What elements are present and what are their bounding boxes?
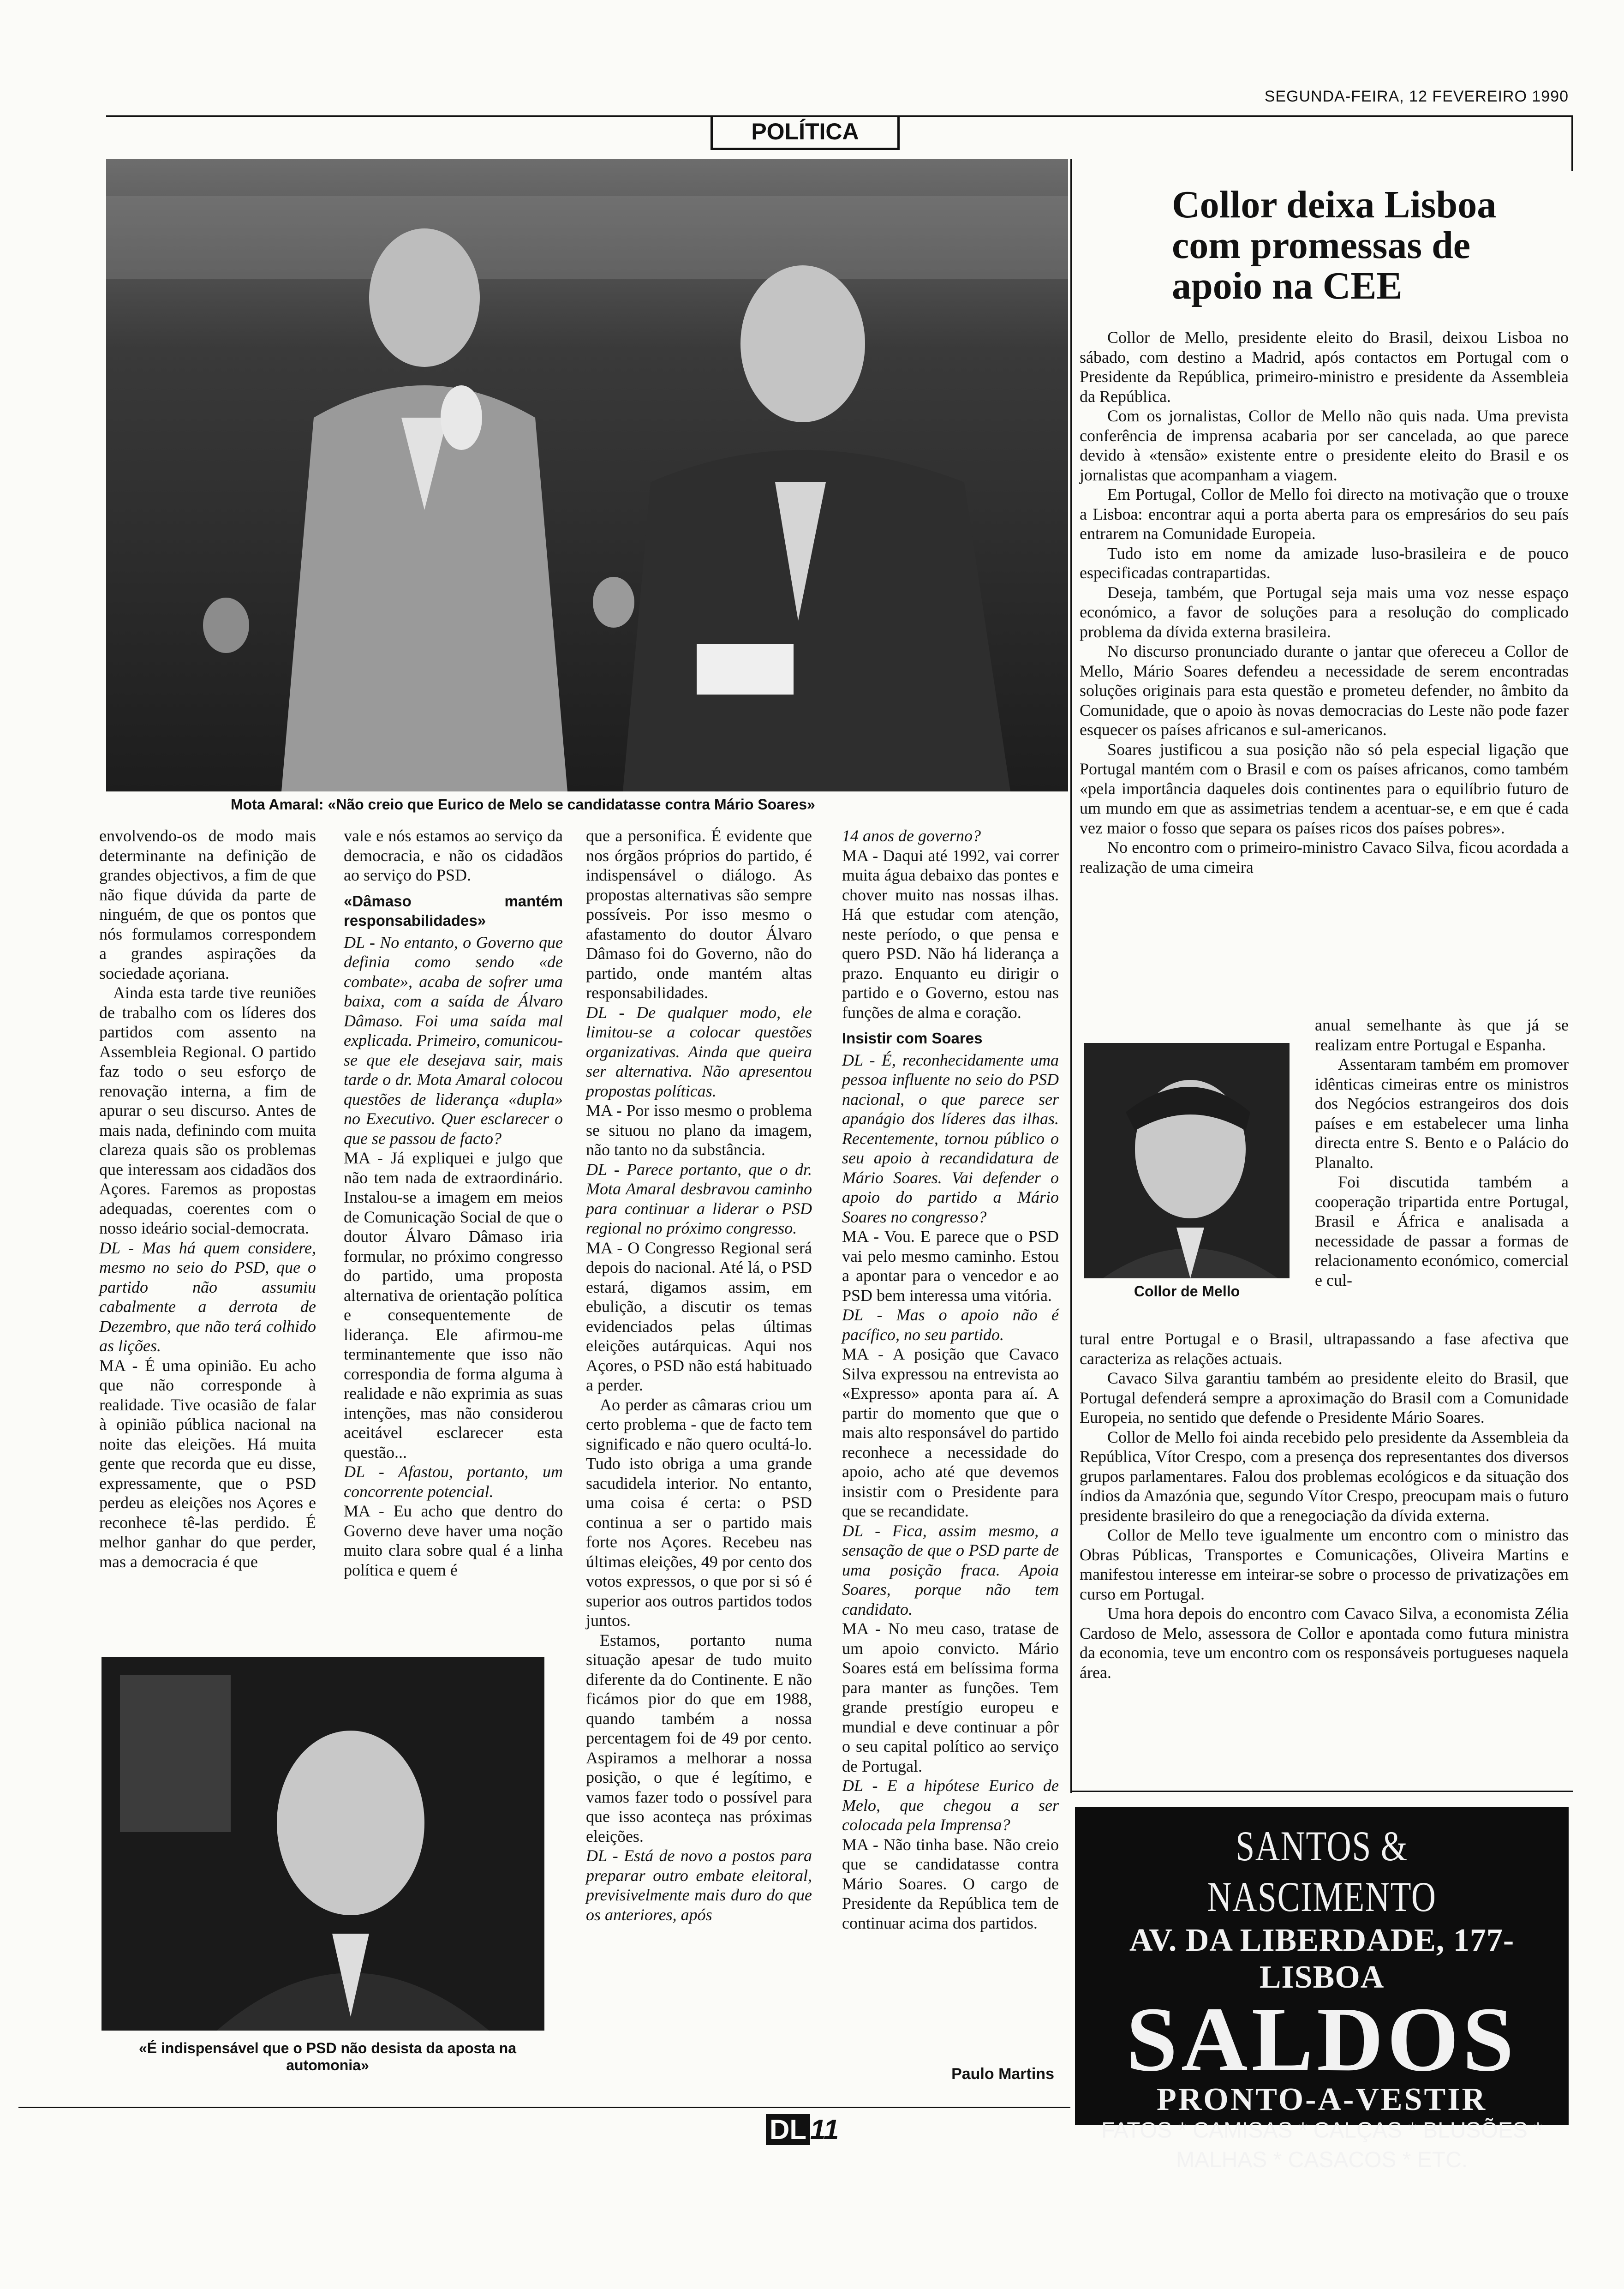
collor-photo-image — [1084, 1043, 1290, 1278]
question: DL - Mas há quem considere, mesmo no seio do PSD, que o partido não assumiu cabalmente a derrota de Dezembro, que não terá colhido as lições. — [99, 1238, 316, 1355]
ad-items-2: MALHAS * CASACOS * ETC. — [1176, 2148, 1468, 2172]
main-photo-caption — [231, 796, 1061, 813]
article-body-bottom — [1080, 1329, 1569, 1682]
main-photo-image — [106, 159, 1068, 791]
paragraph: Assentaram também em promover idênticas cimeiras entre os ministros dos Negócios estrangeiros dos dois países e em estabelecer uma linha directa entre S. Bento e o Palácio do Planalto. — [1315, 1055, 1569, 1172]
paragraph: Em Portugal, Collor de Mello foi directo na motivação que o trouxe a Lisboa: encontrar aqui a porta aberta para os empresários do seu país entrarem na Comunidade Europeia. — [1080, 485, 1569, 543]
answer: MA - A posição que Cavaco Silva expressou na entrevista ao «Expresso» aponta para aí. A partir do momento que que o mais alto responsável do partido reconhece a necessidade do apoio, acho até que devemos insistir com o Presidente para que se recandidate. — [842, 1345, 1059, 1520]
issue-date: SEGUNDA-FEIRA, 12 FEVEREIRO 1990 — [1264, 88, 1569, 105]
collor-photo — [1084, 1043, 1290, 1278]
paragraph: No discurso pronunciado durante o jantar que ofereceu a Collor de Mello, Mário Soares defendeu a necessidade de serem encontradas soluções originais para esta questão e prometeu defender, no âmbito da Comunidade, que o apoio às novas democracias do Leste não pode fazer esquecer os países africanos e sul-americanos. — [1080, 642, 1569, 739]
paragraph: anual semelhante às que já se realizam entre Portugal e Espanha. — [1315, 1016, 1569, 1054]
article-headline: Collor deixa Lisboa com promessas de apoio na CEE — [1172, 183, 1497, 307]
question: DL - De qualquer modo, ele limitou-se a colocar questões organizativas. Ainda que queira ser alternativa. Não apresentou propostas políticas. — [586, 1003, 812, 1100]
bottom-photo-caption: «É indispensável que o PSD não desista da aposta na automonia» — [138, 2040, 517, 2073]
answer: MA - Já expliquei e julgo que não tem nada de extraordinário. Instalou-se a imagem em meios de Comunicação Social de que o doutor Álvaro Dâmaso iria formular, no próximo congresso do partido, uma proposta alternativa de orientação política e consequentemente de liderança. Ele afirmou-me terminantemente que isso não correspondia de forma alguma à realidade e não exprimia as suas intenções, mas não considerou aceitável esclarecer esta questão... — [344, 1149, 563, 1462]
ad-store-name: SANTOS & NASCIMENTO — [1207, 1822, 1437, 1920]
paragraph: Ao perder as câmaras criou um certo problema - que de facto tem significado e não quero ocultá-lo. Tudo isto obriga a uma grande sacudidela interior. No entanto, uma coisa é certa: o PSD continua a ser o partido mais forte nos Açores. Recebeu nas últimas eleições, 49 por cento dos votos expressos, o que por si só é superior aos outros partidos todos juntos. — [586, 1395, 812, 1630]
paragraph: Foi discutida também a cooperação tripartida entre Portugal, Brasil e África e analisada a necessidade de passar a formas de relacionamento económico, comercial e cul- — [1315, 1173, 1569, 1289]
question: DL - Afastou, portanto, um concorrente potencial. — [344, 1462, 563, 1501]
advertisement — [1075, 1807, 1569, 2172]
paragraph: tural entre Portugal e o Brasil, ultrapassando a fase afectiva que caracteriza as relações actuais. — [1080, 1330, 1569, 1368]
article-body-side — [1315, 1015, 1569, 1290]
paragraph: Collor de Mello teve igualmente um encontro com o ministro das Obras Públicas, Transportes e Comunicações, Oliveira Martins e manifestou interesse em inteirar-se sobre o processo de privatizações em curso em Portugal. — [1080, 1526, 1569, 1603]
paragraph: Collor de Mello, presidente eleito do Brasil, deixou Lisboa no sábado, com destino a Madrid, após contactos em Portugal com o Presidente da República, primeiro-ministro e presidente da Assembleia da República. — [1080, 328, 1569, 406]
paragraph: Estamos, portanto numa situação apesar de tudo muito diferente da do Continente. E não ficámos pior do que em 1988, quando também a nossa percentagem foi de 49 por cento. Aspiramos a melhorar a nossa posição, o que é legítimo, e vamos fazer todo o possível para que isso aconteça nas próximas eleições. — [586, 1630, 812, 1846]
section-title: POLÍTICA — [710, 115, 900, 150]
question: DL - Mas o apoio não é pacífico, no seu partido. — [842, 1306, 1059, 1344]
paragraph: Tudo isto em nome da amizade luso-brasileira e de pouco especificadas contrapartidas. — [1080, 544, 1569, 582]
paragraph: Cavaco Silva garantiu também ao presidente eleito do Brasil, que Portugal defenderá sempre a aproximação do Brasil com a Comunidade Europeia, no sentido que defende o Presidente Mário Soares. — [1080, 1369, 1569, 1426]
question: DL - Está de novo a postos para preparar outro embate eleitoral, previsivelmente mais duro do que os anteriores, após — [586, 1846, 812, 1924]
paragraph: vale e nós estamos ao serviço da democracia, e não os cidadãos ao serviço do PSD. — [344, 827, 563, 884]
ad-tagline: PRONTO-A-VESTIR — [1156, 2082, 1487, 2117]
answer: MA - Daqui até 1992, vai correr muita água debaixo das pontes e chover muito nas nossas ilhas. Há que estudar com atenção, neste período, o que pensa e quero PSD. Não há liderança a prazo. Enquanto eu dirigir o partido e o Governo, estou nas funções de alma e coração. — [842, 846, 1059, 1022]
paragraph: Soares justificou a sua posição não só pela especial ligação que Portugal mantém com o Brasil e com os países africanos, como também «pela importância daqueles dois continentes para o equilíbrio futuro de um mundo em que as assimetrias tendem a acentuar-se, e em que é cada vez maior o fosso que separa os países ricos dos países pobres». — [1080, 740, 1569, 837]
main-photo — [106, 159, 1068, 791]
paragraph: que a personifica. É evidente que nos órgãos próprios do partido, é indispensável o diálogo. As propostas alternativas são sempre possíveis. Por isso mesmo o afastamento do doutor Álvaro Dâmaso foi do Governo, não do partido, onde mantém altas responsabilidades. — [586, 827, 812, 1002]
paragraph: Uma hora depois do encontro com Cavaco Silva, a economista Zélia Cardoso de Melo, assessora de Collor e apontada como futura ministra da economia, teve um encontro com os responsáveis portugueses naquela área. — [1080, 1604, 1569, 1682]
paragraph: Com os jornalistas, Collor de Mello não quis nada. Uma prevista conferência de imprensa acabaria por ser cancelada, ao que parece devido à «tensão» existente entre o presidente eleito do Brasil e os jornalistas que acompanham a viagem. — [1080, 407, 1569, 484]
right-rule — [1571, 115, 1573, 171]
caption-quote: «Não creio que Eurico de Melo se candidatasse contra Mário Soares» — [323, 796, 815, 813]
question: DL - Fica, assim mesmo, a sensação de que o PSD parte de uma posição fraca. Apoia Soares, porque não tem candidato. — [842, 1521, 1059, 1618]
author-signature: Paulo Martins — [951, 2065, 1054, 2083]
question: 14 anos de governo? — [842, 827, 981, 845]
paragraph: No encontro com o primeiro-ministro Cavaco Silva, ficou acordada a realização de uma cimeira — [1080, 838, 1569, 876]
paragraph: Ainda esta tarde tive reuniões de trabalho com os líderes dos partidos com assento na Assembleia Regional. O partido faz todo o seu esforço de renovação interna, a fim de apurar o seu discurso. Antes de mais nada, definindo com muita clareza quais são os problemas que interessam aos cidadãos dos Açores. Faremos as propostas adequadas, coerentes com o nosso ideário social-democrata. — [99, 983, 316, 1237]
bottom-photo-image — [102, 1657, 544, 2031]
collor-photo-caption: Collor de Mello — [1134, 1283, 1240, 1300]
interview-col-2 — [344, 826, 563, 1580]
bottom-photo — [102, 1657, 544, 2031]
question: DL - Parece portanto, que o dr. Mota Amaral desbravou caminho para continuar a liderar o PSD regional no próximo congresso. — [586, 1160, 812, 1237]
answer: MA - É uma opinião. Eu acho que não corresponde à realidade. Tive ocasião de falar à opinião pública nacional na noite das eleições. Há muita gente que recorda que eu disse, expressamente, que o PSD perdeu as eleições nos Açores e reconhece tê-las perdido. É melhor ganhar do que perder, mas a democracia é que — [99, 1356, 316, 1571]
interview-col-4 — [842, 826, 1059, 1933]
question: DL - É, reconhecidamente uma pessoa influente no seio do PSD nacional, o que parece ser apanágio dos líderes das ilhas. Recentemente, tornou público o seu apoio à recandidatura de Mário Soares. Vai defender o apoio do partido a Mário Soares no congresso? — [842, 1050, 1059, 1226]
question: DL - E a hipótese Eurico de Melo, que chegou a ser colocada pela Imprensa? — [842, 1776, 1059, 1834]
question: DL - No entanto, o Governo que definia como sendo «de combate», acaba de sofrer uma baixa, com a saída de Álvaro Dâmaso. Foi uma saída mal explicada. Primeiro, comunicou-se que ele desejava sair, mais tarde o dr. Mota Amaral colocou questões de liderança «dupla» no Executivo. Quer esclarecer o que se passou de facto? — [344, 933, 563, 1148]
page-number: 11 — [810, 2114, 839, 2145]
ad-sale-word: SALDOS — [1126, 1989, 1518, 2091]
paragraph: Collor de Mello foi ainda recebido pelo presidente da Assembleia da República, Vítor Crespo, com a presença dos representantes dos diversos grupos parlamentares. Falou dos problemas ecológicos e da situação dos índios da Amazónia que, segundo Vítor Crespo, preocupam mais o futuro presidente brasileiro do que a renegociação da dívida externa. — [1080, 1427, 1569, 1525]
subheading: Insistir com Soares — [842, 1030, 983, 1047]
answer: MA - No meu caso, tratase de um apoio convicto. Mário Soares está em belíssima forma para manter as funções. Tem grande prestígio europeu e mundial e deve continuar a pôr o seu capital político ao serviço de Portugal. — [842, 1619, 1059, 1775]
answer: MA - Não tinha base. Não creio que se candidatasse contra Mário Soares. O cargo de Presidente da República tem de continuar acima dos partidos. — [842, 1835, 1059, 1932]
interview-col-3 — [586, 826, 812, 1924]
publication-logo: DL — [766, 2114, 810, 2145]
subheading: «Dâmaso mantém responsabilidades» — [344, 892, 563, 929]
article-bottom-rule — [1070, 1791, 1573, 1792]
answer: MA - Por isso mesmo o problema se situou no plano da imagem, não tanto no da substância. — [586, 1101, 812, 1159]
column-rule — [1070, 159, 1072, 1793]
ad-items-1: FATOS * CAMISAS * CALÇAS * BLUSÕES * — [1101, 2118, 1542, 2143]
bottom-rule — [18, 2107, 1070, 2108]
caption-name: Mota Amaral: — [231, 796, 324, 813]
paragraph: Deseja, também, que Portugal seja mais uma voz nesse espaço económico, a favor de soluções para a resolução do complicado problema da dívida externa brasileira. — [1080, 583, 1569, 641]
answer: MA - Vou. E parece que o PSD vai pelo mesmo caminho. Estou a apontar para o vencedor e ao PSD bem interessa uma vitória. — [842, 1227, 1059, 1305]
page-footer — [766, 2114, 839, 2145]
answer: MA - O Congresso Regional será depois do nacional. Até lá, o PSD estará, digamos assim, em ebulição, a discutir os temas evidenciados pelas últimas eleições autárquicas. Aqui nos Açores, o PSD não está habituado a perder. — [586, 1238, 812, 1394]
article-body-top — [1080, 328, 1569, 877]
paragraph: envolvendo-os de modo mais determinante na definição de grandes objectivos, a fim de que não fique dúvida da parte de ninguém, de que os pontos que nós formulamos correspondem a grandes aspirações da sociedade açoriana. — [99, 827, 316, 983]
ad-address: AV. DA LIBERDADE, 177-LISBOA — [1129, 1923, 1515, 1995]
answer: MA - Eu acho que dentro do Governo deve haver uma noção muito clara sobre qual é a linha política e quem é — [344, 1502, 563, 1579]
interview-col-1 — [99, 826, 316, 1571]
